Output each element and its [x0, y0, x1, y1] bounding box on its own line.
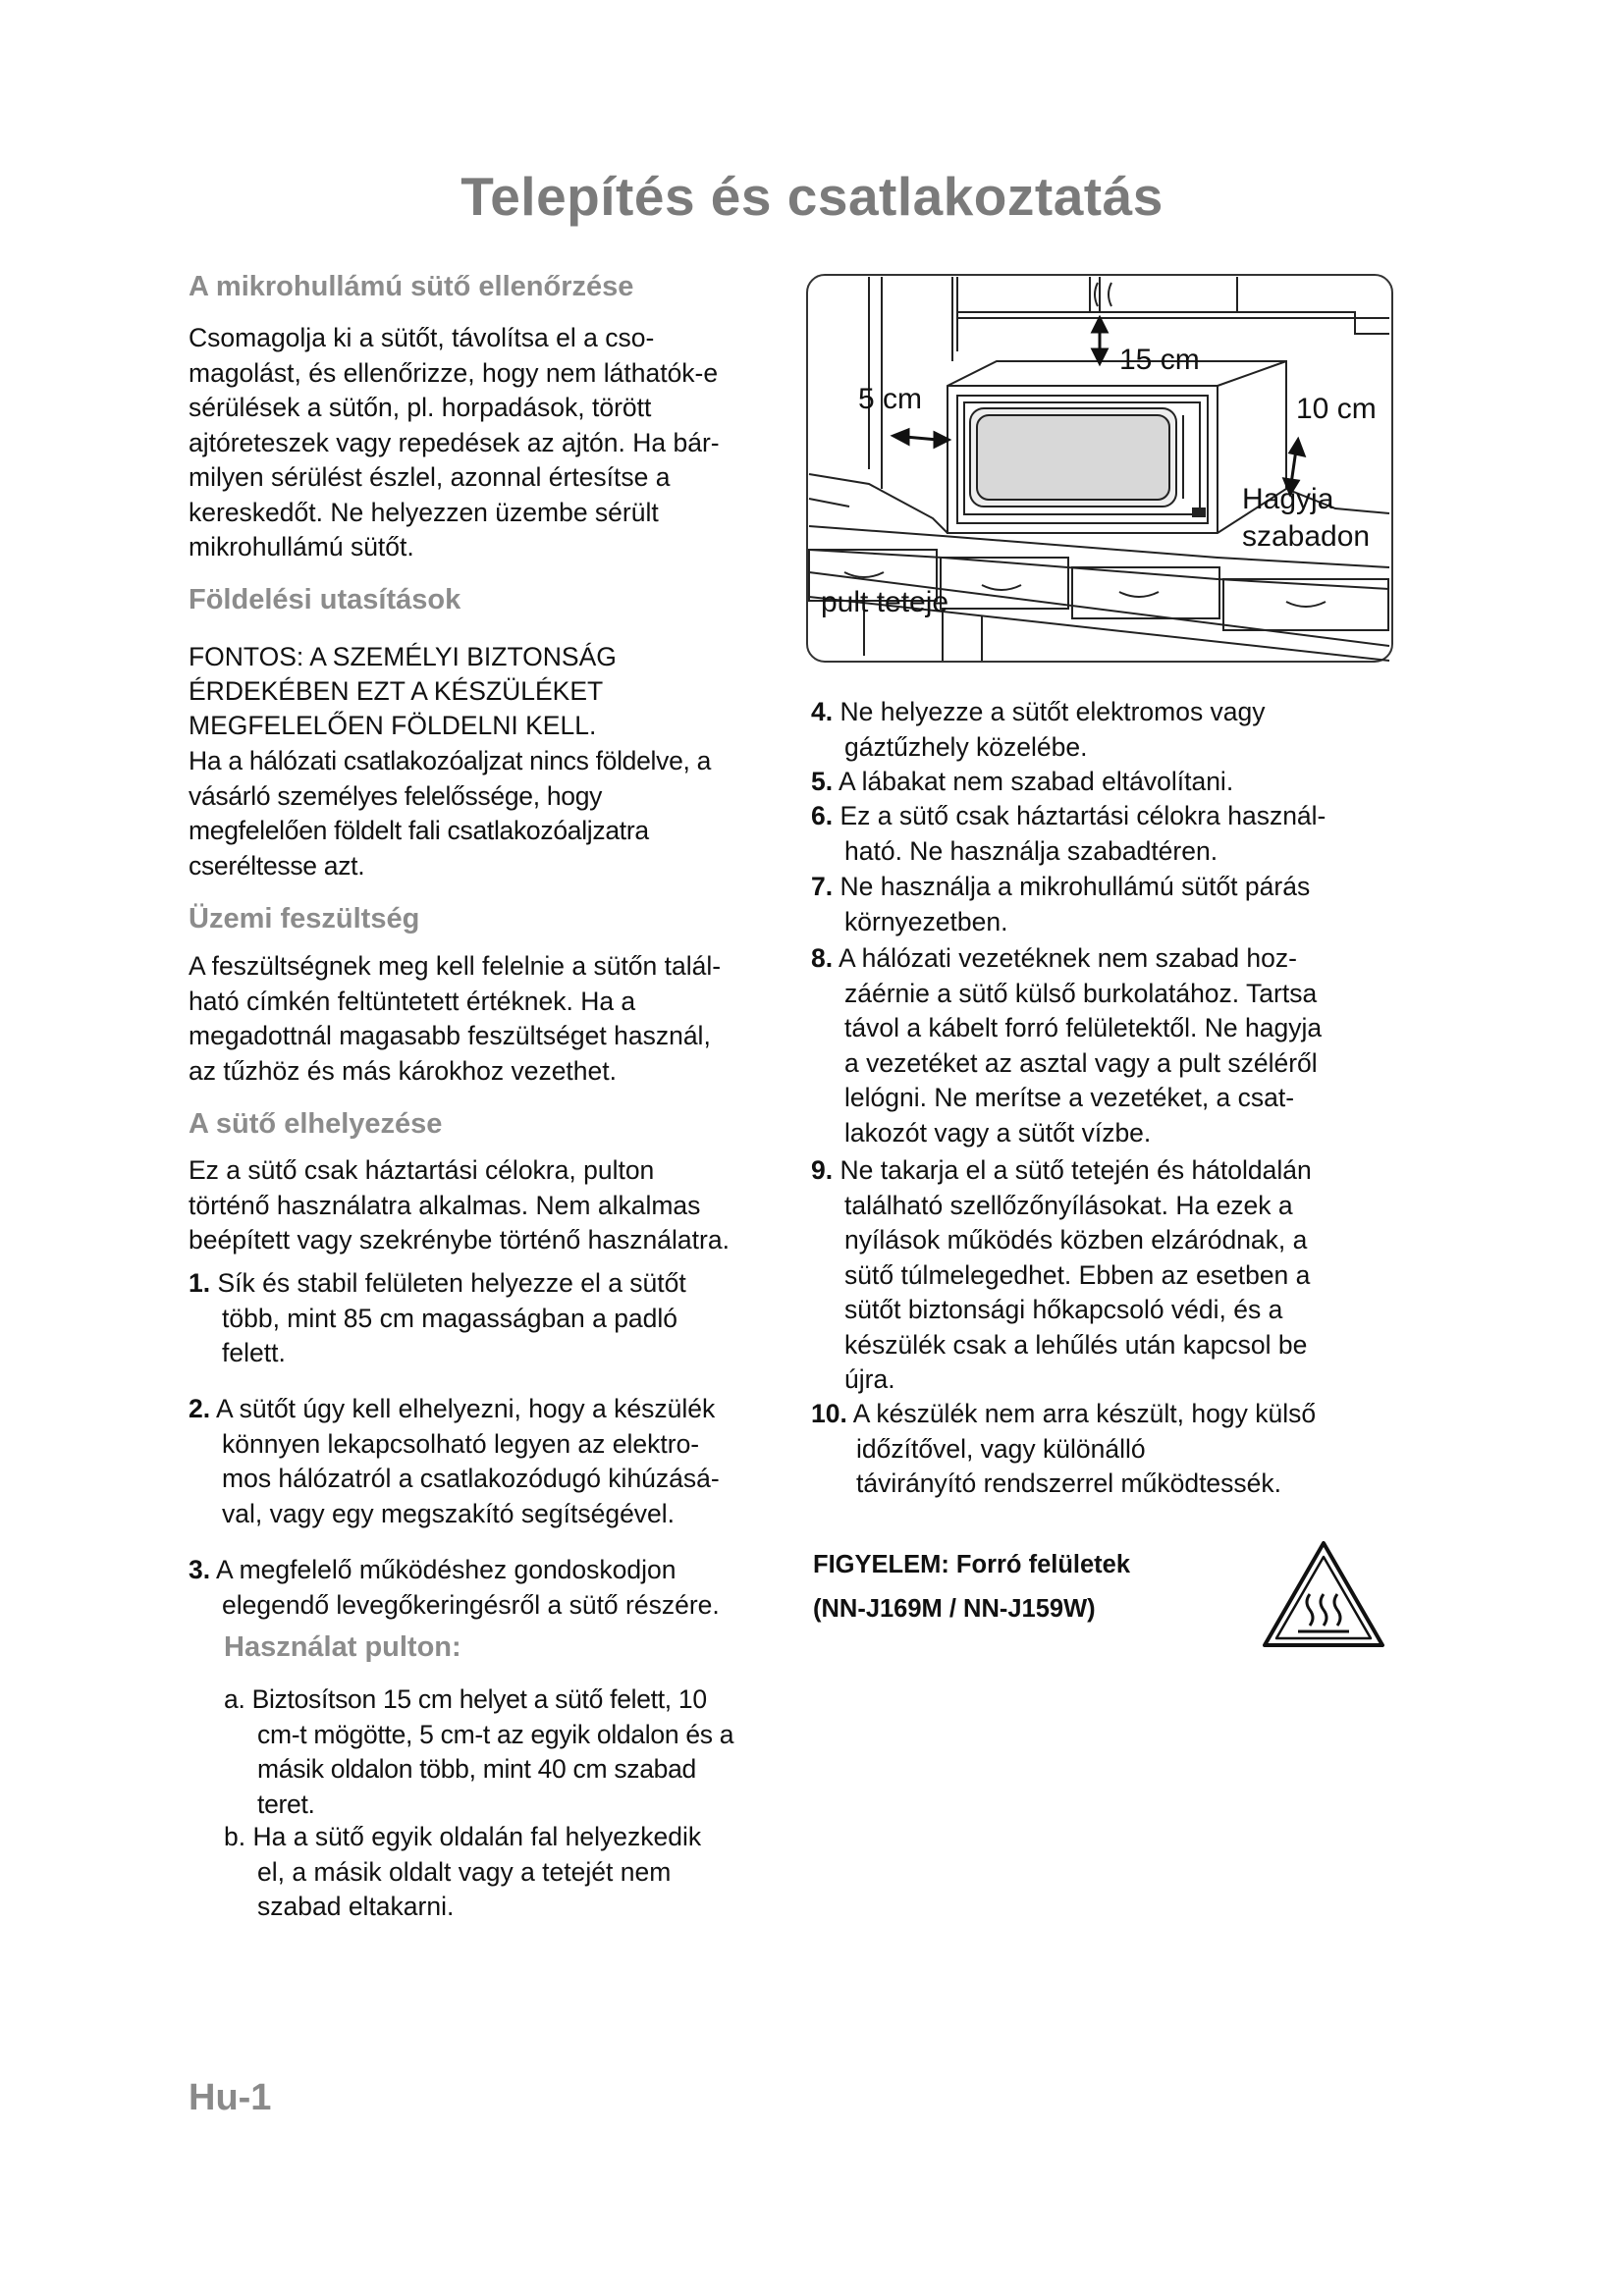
list-text: mos hálózatról a csatlakozódugó kihúzásá- [222, 1464, 720, 1493]
list-text: el, a másik oldalt vagy a tetejét nem [257, 1856, 672, 1887]
list-text: elegendő levegőkeringésről a sütő részére. [222, 1589, 720, 1620]
list-text: cm-t mögötte, 5 cm-t az egyik oldalon és a [257, 1719, 734, 1749]
grounding-caps-line: FONTOS: A SZEMÉLYI BIZTONSÁG [189, 642, 617, 671]
sub-item-b [224, 1820, 813, 1925]
voltage-line: megadottnál magasabb feszültséget használ, [189, 1021, 711, 1050]
hot-surface-warning-icon [1259, 1537, 1388, 1651]
label-top-clearance: 15 cm [1119, 344, 1200, 376]
list-text: teret. [257, 1789, 315, 1819]
grounding-line: Ha a hálózati csatlakozóaljzat nincs földelve, a [189, 746, 712, 775]
voltage-line: az tűzhöz és más károkhoz vezethet. [189, 1055, 617, 1086]
list-item-5 [811, 765, 1400, 800]
list-text: készülék csak a lehűlés után kapcsol be [844, 1329, 1308, 1360]
list-number: 9. [811, 1155, 834, 1185]
list-number: 10. [811, 1399, 847, 1428]
check-line: kereskedőt. Ne helyezzen üzembe sérült [189, 497, 659, 527]
list-text: nyílások működés közben elzáródnak, a [844, 1225, 1308, 1255]
list-text: Ha a sütő egyik oldalán fal helyezkedik [252, 1822, 702, 1851]
label-back-clearance: 10 cm [1296, 393, 1377, 425]
check-paragraph [189, 321, 787, 565]
list-text: időzítővel, vagy különálló [856, 1433, 1146, 1464]
grounding-line: vásárló személyes felelőssége, hogy [189, 780, 603, 811]
sub-item-a [224, 1682, 813, 1822]
list-item-9 [811, 1153, 1400, 1398]
section-heading-placement: A sütő elhelyezése [189, 1108, 443, 1140]
list-text: val, vagy egy megszakító segítségével. [222, 1498, 676, 1528]
list-text: lakozót vagy a sütőt vízbe. [844, 1117, 1152, 1148]
label-counter-top: pult teteje [821, 586, 949, 618]
list-text: felett. [222, 1338, 286, 1367]
list-number: 7. [811, 872, 834, 901]
list-text: több, mint 85 cm magasságban a padló [222, 1303, 678, 1333]
list-text: A hálózati vezetéknek nem szabad hoz- [839, 943, 1297, 973]
list-number: a. [224, 1684, 245, 1714]
placement-paragraph [189, 1153, 817, 1258]
check-line: ajtóreteszek vagy repedések az ajtón. Ha bár- [189, 427, 720, 457]
warning-models: (NN-J169M / NN-J159W) [813, 1595, 1096, 1623]
label-side-clearance: 5 cm [858, 383, 923, 415]
list-number: 6. [811, 801, 834, 830]
list-text: másik oldalon több, mint 40 cm szabad [257, 1754, 696, 1784]
list-text: könnyen lekapcsolható legyen az elektro- [222, 1428, 700, 1459]
list-text: gáztűzhely közelébe. [844, 731, 1088, 762]
voltage-paragraph [189, 949, 797, 1089]
list-number: 3. [189, 1555, 211, 1584]
voltage-line: ható címkén feltüntetett értéknek. Ha a [189, 986, 636, 1016]
list-item-4 [811, 695, 1400, 765]
list-number: b. [224, 1822, 246, 1851]
list-number: 4. [811, 697, 834, 726]
placement-line: Ez a sütő csak háztartási célokra, pulton [189, 1155, 655, 1185]
list-text: Ne használja a mikrohullámú sütőt párás [839, 872, 1311, 901]
list-text: távol a kábelt forró felületektől. Ne hagyja [844, 1013, 1323, 1042]
list-number: 8. [811, 943, 834, 973]
check-line: milyen sérülést észlel, azonnal értesítse a [189, 462, 671, 492]
hot-surface-warning [813, 1543, 1130, 1631]
list-text: A sütőt úgy kell elhelyezni, hogy a készülék [216, 1394, 716, 1423]
list-text: a vezetéket az asztal vagy a pult széléről [844, 1047, 1318, 1078]
list-text: ható. Ne használja szabadtéren. [844, 835, 1218, 866]
list-text: A lábakat nem szabad eltávolítani. [839, 767, 1234, 796]
list-text: található szellőzőnyílásokat. Ha ezek a [844, 1190, 1293, 1220]
list-item-6 [811, 799, 1400, 869]
list-item-1 [189, 1266, 817, 1371]
warning-title: FIGYELEM: Forró felületek [813, 1551, 1131, 1578]
list-text: távirányító rendszerrel működtessék. [856, 1468, 1282, 1498]
list-number: 5. [811, 767, 834, 796]
list-text: környezetben. [844, 906, 1008, 936]
list-item-10 [811, 1397, 1400, 1502]
installation-clearance-diagram [805, 273, 1394, 664]
list-text: Ez a sütő csak háztartási célokra használ- [839, 801, 1326, 830]
page-number: Hu-1 [189, 2077, 272, 2118]
list-text: Sík és stabil felületen helyezze el a sütőt [217, 1268, 686, 1298]
list-number: 1. [189, 1268, 211, 1298]
list-text: A készülék nem arra készült, hogy külső [852, 1399, 1317, 1428]
check-line: Csomagolja ki a sütőt, távolítsa el a cso- [189, 323, 655, 352]
list-text: Biztosítson 15 cm helyet a sütő felett, 10 [251, 1684, 707, 1714]
list-item-7 [811, 870, 1400, 939]
list-text: lelógni. Ne merítse a vezetéket, a csat- [844, 1083, 1295, 1112]
list-item-3 [189, 1553, 817, 1623]
voltage-line: A feszültségnek meg kell felelnie a sütőn talál- [189, 951, 722, 981]
grounding-line: cseréltesse azt. [189, 850, 365, 881]
check-line: mikrohullámú sütőt. [189, 532, 414, 561]
section-heading-grounding: Földelési utasítások [189, 584, 461, 615]
grounding-caps-line: MEGFELELŐEN FÖLDELNI KELL. [189, 711, 597, 740]
placement-line: történő használatra alkalmas. Nem alkalmas [189, 1190, 701, 1220]
placement-line: beépített vagy szekrénybe történő használatra. [189, 1225, 730, 1255]
list-text: sütőt biztonsági hőkapcsoló védi, és a [844, 1295, 1283, 1324]
list-text: újra. [844, 1364, 895, 1394]
grounding-line: megfelelően földelt fali csatlakozóaljzatra [189, 816, 649, 845]
list-text: Ne helyezze a sütőt elektromos vagy [839, 697, 1266, 726]
label-leave-free-1: Hagyja [1242, 483, 1334, 515]
list-text: szabad eltakarni. [257, 1892, 455, 1921]
list-text: záérnie a sütő külső burkolatához. Tartsa [844, 978, 1318, 1008]
check-line: magolást, és ellenőrizze, hogy nem láthatók-e [189, 357, 719, 388]
list-text: sütő túlmelegedhet. Ebben az esetben a [844, 1259, 1311, 1290]
section-heading-check: A mikrohullámú sütő ellenőrzése [189, 271, 634, 302]
list-number: 2. [189, 1394, 211, 1423]
check-line: sérülések a sütőn, pl. horpadások, törött [189, 393, 652, 422]
subheading-counter-use: Használat pulton: [224, 1631, 461, 1663]
page-title: Telepítés és csatlakoztatás [460, 166, 1164, 227]
list-text: Ne takarja el a sütő tetején és hátoldalán [839, 1155, 1312, 1185]
grounding-caps-line: ÉRDEKÉBEN EZT A KÉSZÜLÉKET [189, 676, 604, 706]
grounding-caps [189, 640, 617, 743]
list-item-2 [189, 1392, 817, 1531]
section-heading-voltage: Üzemi feszültség [189, 903, 420, 934]
grounding-paragraph [189, 744, 797, 883]
label-leave-free-2: szabadon [1242, 520, 1371, 553]
list-text: A megfelelő működéshez gondoskodjon [216, 1555, 677, 1584]
list-item-8 [811, 941, 1400, 1150]
